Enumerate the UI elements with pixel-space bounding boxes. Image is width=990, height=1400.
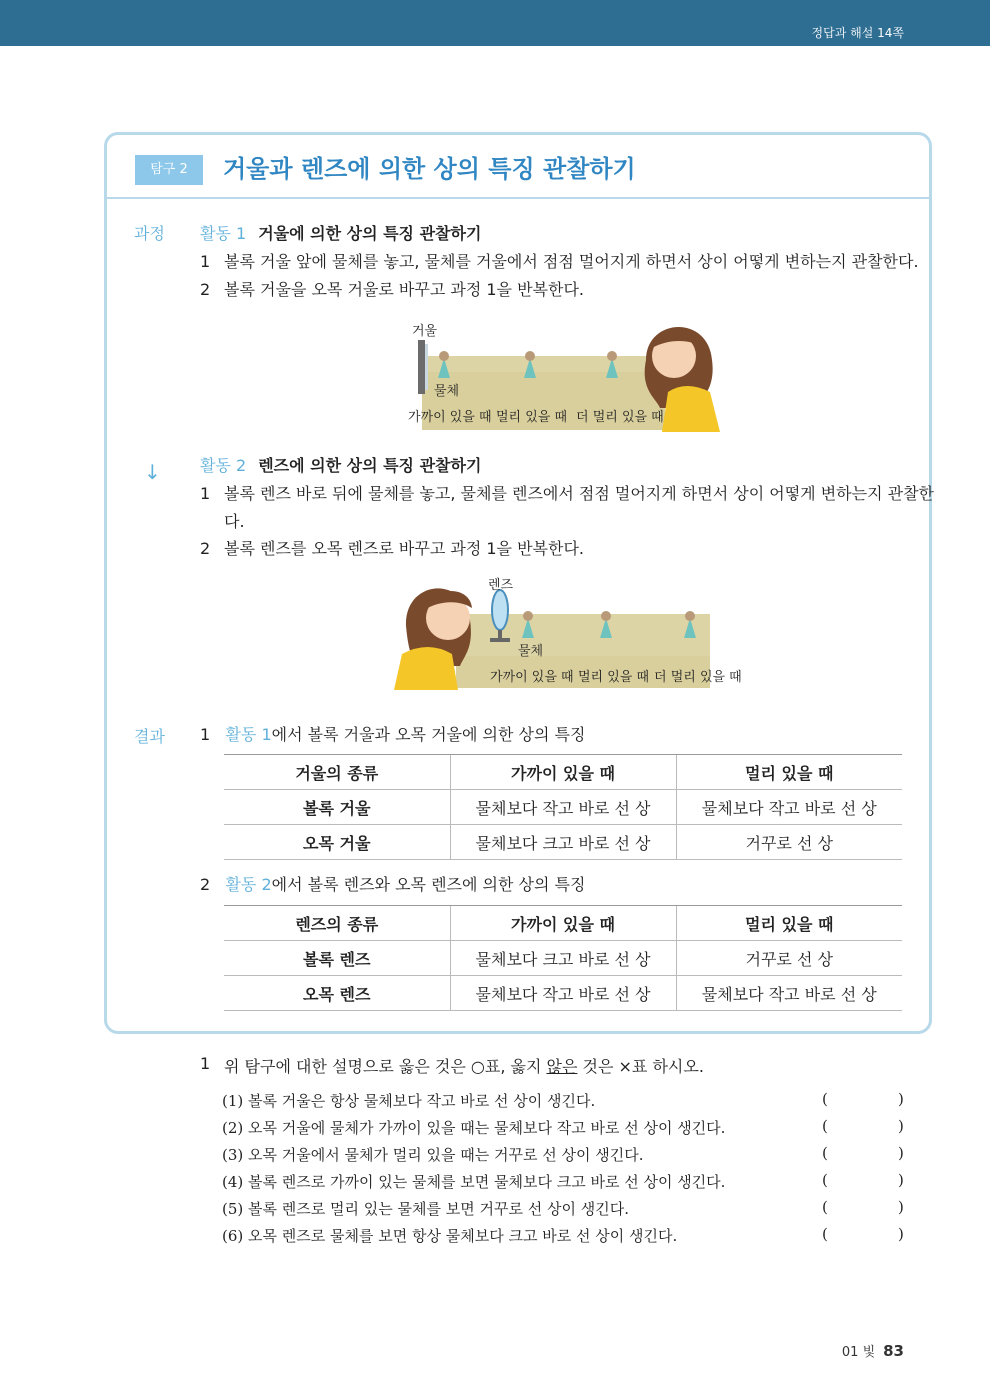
activity-1-title: 거울에 의한 상의 특징 관찰하기	[258, 224, 482, 243]
mirror-label: 거울	[412, 324, 438, 339]
activity-2-number: 활동 2	[200, 456, 247, 475]
list-item: (4) 볼록 렌즈로 가까이 있는 물체를 보면 물체보다 크고 바로 선 상이 생긴다. ( )	[222, 1171, 904, 1191]
near-label: 가까이 있을 때	[490, 670, 574, 685]
list-item: (1) 볼록 거울은 항상 물체보다 작고 바로 선 상이 생긴다. ( )	[222, 1090, 904, 1110]
lens-result-table	[224, 905, 902, 1011]
activity-2-title: 렌즈에 의한 상의 특징 관찰하기	[258, 456, 482, 475]
lens-shape	[492, 590, 508, 630]
table-row: 오목 거울 물체보다 크고 바로 선 상 거꾸로 선 상	[224, 825, 902, 860]
activity-2-step-2: 2 볼록 렌즈를 오목 렌즈로 바꾸고 과정 1을 반복한다.	[200, 539, 584, 558]
question-items	[222, 1090, 906, 1252]
process-arrow: ↓	[144, 460, 161, 484]
page-footer	[842, 1341, 904, 1360]
top-header-bar	[0, 0, 990, 46]
activity-2-heading	[200, 453, 481, 476]
near-label: 가까이 있을 때	[408, 410, 492, 425]
table-header: 거울의 종류	[224, 755, 450, 790]
result-label: 결과	[134, 727, 165, 746]
activity-1-heading	[200, 221, 481, 244]
table-row: 볼록 거울 물체보다 작고 바로 선 상 물체보다 작고 바로 선 상	[224, 790, 902, 825]
answer-reference: 정답과 해설 14쪽	[811, 26, 904, 40]
lens-experiment-figure	[394, 570, 744, 690]
far-label: 멀리 있을 때	[496, 410, 568, 425]
activity-1-step-2: 2 볼록 거울을 오목 거울로 바꾸고 과정 1을 반복한다.	[200, 280, 584, 299]
activity-1-number: 활동 1	[200, 224, 247, 243]
list-item: (5) 볼록 렌즈로 멀리 있는 물체를 보면 거꾸로 선 상이 생긴다. ( )	[222, 1198, 904, 1218]
far-label: 멀리 있을 때	[578, 670, 650, 685]
table-header: 멀리 있을 때	[676, 906, 902, 941]
table-header: 렌즈의 종류	[224, 906, 450, 941]
process-label: 과정	[134, 224, 165, 243]
lens-label: 렌즈	[488, 578, 514, 593]
object-label: 물체	[518, 644, 544, 659]
chapter-label: 01 빛	[841, 1345, 876, 1360]
title-divider	[107, 197, 929, 199]
mirror-result-table	[224, 754, 902, 860]
inquiry-title: 거울과 렌즈에 의한 상의 특징 관찰하기	[223, 155, 636, 183]
farther-label: 더 멀리 있을 때	[654, 670, 742, 685]
mirror-experiment-figure	[400, 312, 730, 432]
list-item: (2) 오목 거울에 물체가 가까이 있을 때는 물체보다 작고 바로 선 상이 생긴다. ( )	[222, 1117, 904, 1137]
table-row: 오목 렌즈 물체보다 작고 바로 선 상 물체보다 작고 바로 선 상	[224, 976, 902, 1011]
list-item: (3) 오목 거울에서 물체가 멀리 있을 때는 거꾸로 선 상이 생긴다. ( )	[222, 1144, 904, 1164]
object-label: 물체	[434, 384, 460, 399]
result-2-heading: 2 활동 2에서 볼록 렌즈와 오목 렌즈에 의한 상의 특징	[200, 875, 586, 894]
activity-2-step-1: 1 볼록 렌즈 바로 뒤에 물체를 놓고, 물체를 렌즈에서 점점 멀어지게 하면서 상이 어떻게 변하는지 관찰한 다.	[200, 484, 934, 531]
activity-1-step-1: 1 볼록 거울 앞에 물체를 놓고, 물체를 거울에서 점점 멀어지게 하면서 상이 어떻게 변하는지 관찰한다.	[200, 252, 919, 271]
table-header: 가까이 있을 때	[450, 755, 676, 790]
inquiry-badge: 탐구 2	[135, 155, 203, 185]
list-item: (6) 오목 렌즈로 물체를 보면 항상 물체보다 크고 바로 선 상이 생긴다. ( )	[222, 1225, 904, 1245]
table-header: 멀리 있을 때	[676, 755, 902, 790]
mirror-shape	[418, 340, 425, 394]
table-row: 볼록 렌즈 물체보다 크고 바로 선 상 거꾸로 선 상	[224, 941, 902, 976]
farther-label: 더 멀리 있을 때	[576, 410, 664, 425]
result-1-heading: 1 활동 1에서 볼록 거울과 오목 거울에 의한 상의 특징	[200, 725, 586, 744]
page-number: 83	[883, 1342, 904, 1360]
table-header: 가까이 있을 때	[450, 906, 676, 941]
